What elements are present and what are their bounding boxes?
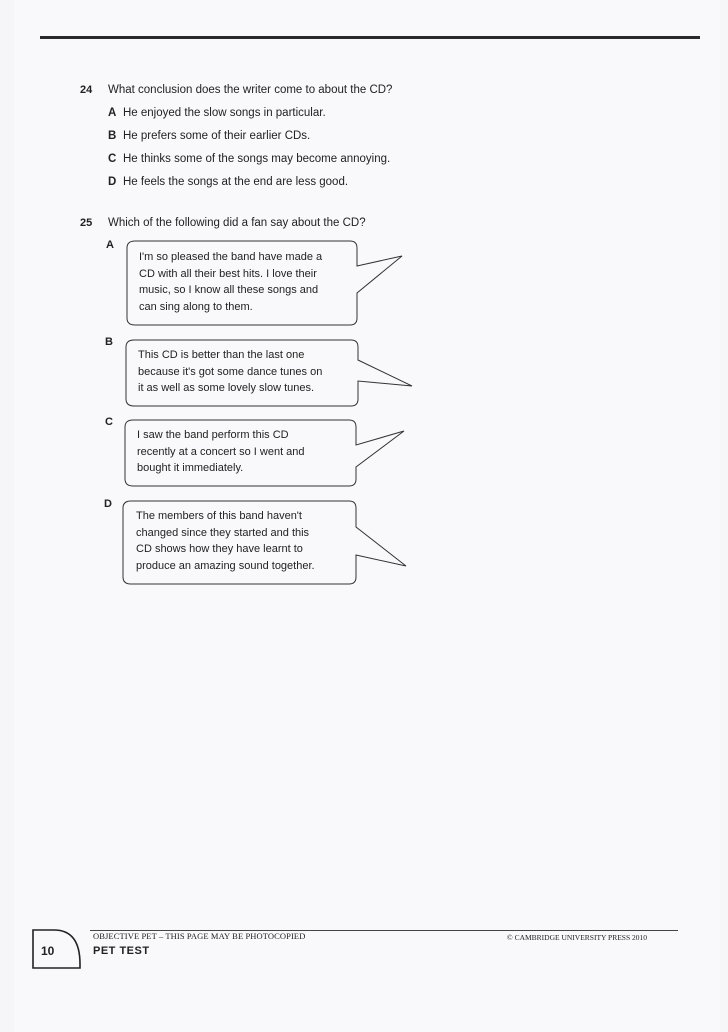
- footer-photocopy-notice: OBJECTIVE PET – THIS PAGE MAY BE PHOTOCOPIED: [93, 931, 306, 941]
- bubble-letter-d: D: [104, 498, 112, 510]
- page-number: 10: [41, 944, 55, 958]
- bubble-text-c[interactable]: I saw the band perform this CD recently at a concert so I went and bought it immediately.: [137, 429, 305, 475]
- option-text: He enjoyed the slow songs in particular.: [123, 107, 326, 119]
- option-text: He prefers some of their earlier CDs.: [123, 130, 311, 142]
- bubble-text-d[interactable]: The members of this band haven't changed since they started and this CD shows how they have learnt to produce an amazing sound together.: [136, 510, 315, 573]
- bubble-letter-b: B: [105, 336, 113, 348]
- footer-copyright: © CAMBRIDGE UNIVERSITY PRESS 2010: [507, 933, 648, 942]
- option-letter: C: [108, 153, 117, 165]
- option-letter: A: [108, 107, 117, 119]
- question-25-number: 25: [80, 217, 93, 229]
- bubble-letter-a: A: [106, 239, 114, 251]
- question-24-text: What conclusion does the writer come to about the CD?: [108, 84, 393, 96]
- option-letter: B: [108, 130, 117, 142]
- bubble-text-b[interactable]: This CD is better than the last one because it's got some dance tunes on it as well as some lovely slow tunes.: [138, 349, 323, 395]
- option-text: He thinks some of the songs may become annoying.: [123, 153, 391, 165]
- question-25-text: Which of the following did a fan say about the CD?: [108, 217, 366, 229]
- option-letter: D: [108, 176, 117, 188]
- question-24-number: 24: [80, 84, 93, 96]
- section-title: PET TEST: [93, 945, 150, 957]
- bubble-letter-c: C: [105, 416, 113, 428]
- bubble-text-a[interactable]: I'm so pleased the band have made a CD with all their best hits. I love their music, so I know all these songs and can sing along to them.: [139, 251, 323, 314]
- option-text: He feels the songs at the end are less good.: [123, 176, 349, 188]
